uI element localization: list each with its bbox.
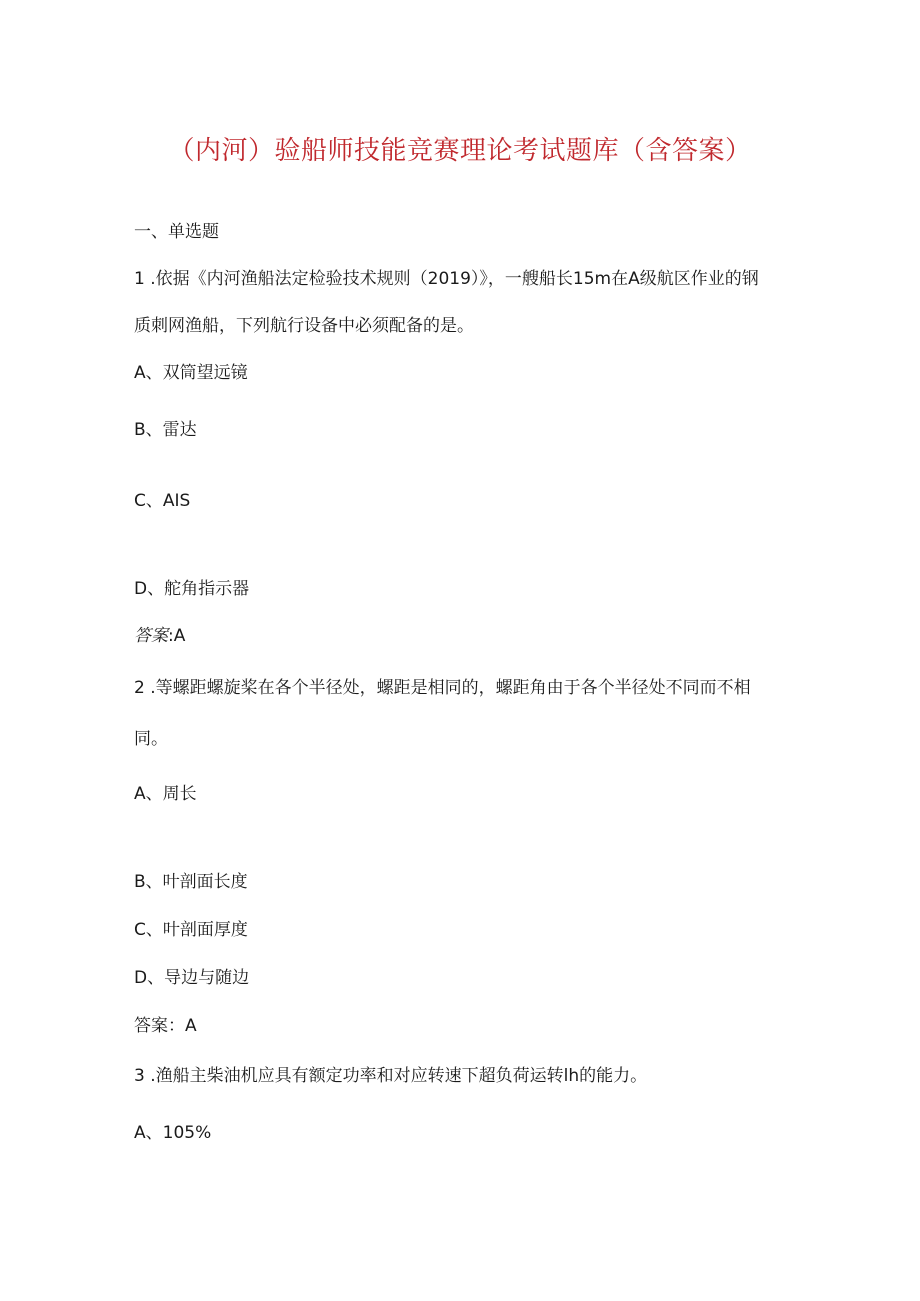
question-2-option-a: A、周长	[134, 784, 197, 804]
answer-value: :A	[168, 626, 186, 646]
document-title: （内河）验船师技能竞赛理论考试题库（含答案）	[168, 136, 752, 166]
question-1-option-d: D、舵角指示器	[134, 579, 250, 599]
question-1-stem-line-2: 质刺网渔船，下列航行设备中必须配备的是。	[134, 316, 474, 336]
question-2-option-b: B、叶剖面长度	[134, 872, 248, 892]
question-1-stem-line-1: 1 .依据《内河渔船法定检验技术规则（2019）》，一艘船长15m在A级航区作业的钢	[134, 269, 759, 289]
question-1-answer	[134, 625, 185, 647]
question-1-option-b: B、雷达	[134, 420, 197, 440]
answer-label: 答案	[134, 626, 168, 646]
question-2-stem-line-2: 同。	[134, 729, 168, 749]
question-1-option-c: C、AIS	[134, 491, 191, 511]
question-3-option-a: A、105%	[134, 1123, 212, 1143]
question-3-stem-line-1: 3 .渔船主柴油机应具有额定功率和对应转速下超负荷运转lh的能力。	[134, 1066, 648, 1086]
question-1-option-a: A、双筒望远镜	[134, 363, 248, 383]
section-heading: 一、单选题	[134, 222, 219, 242]
question-2-answer: 答案：A	[134, 1016, 197, 1036]
question-2-option-c: C、叶剖面厚度	[134, 920, 248, 940]
question-2-option-d: D、导边与随边	[134, 968, 250, 988]
question-2-stem-line-1: 2 .等螺距螺旋桨在各个半径处，螺距是相同的，螺距角由于各个半径处不同而不相	[134, 678, 751, 698]
